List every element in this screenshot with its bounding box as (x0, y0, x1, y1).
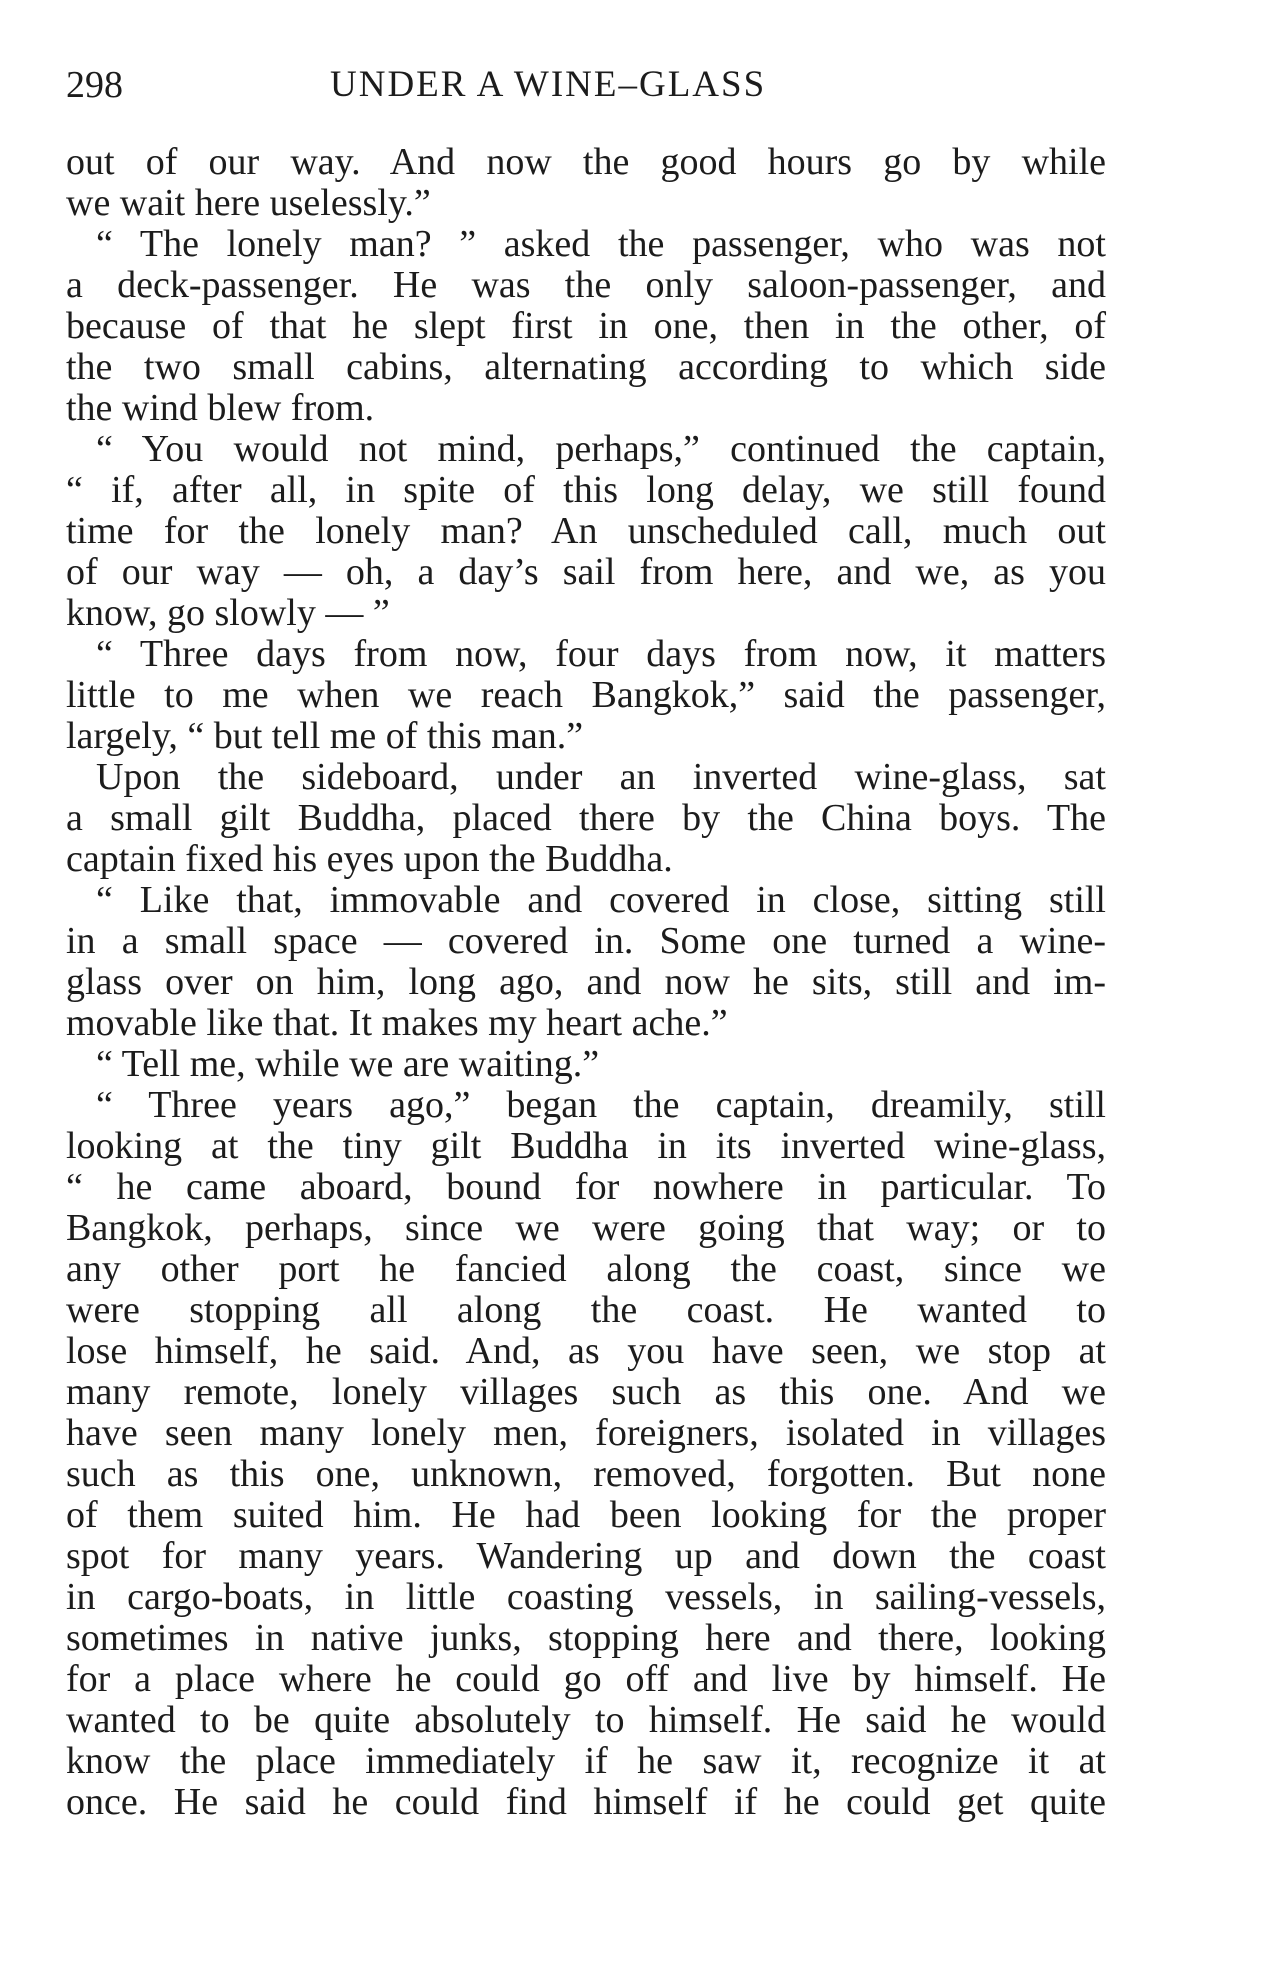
text-line: such as this one, unknown, removed, forgotten. But none (66, 1453, 1106, 1495)
text-line: a deck-passenger. He was the only saloon-passenger, and (66, 264, 1106, 306)
text-line: little to me when we reach Bangkok,” said the passenger, (66, 674, 1106, 716)
text-line: spot for many years. Wandering up and down the coast (66, 1535, 1106, 1577)
text-line: we wait here uselessly.” (66, 182, 431, 224)
text-line: largely, “ but tell me of this man.” (66, 715, 584, 757)
text-line: were stopping all along the coast. He wanted to (66, 1289, 1106, 1331)
text-line: of our way — oh, a day’s sail from here, and we, as you (66, 551, 1106, 593)
text-line: movable like that. It makes my heart ache.” (66, 1002, 728, 1044)
text-line: in cargo-boats, in little coasting vessels, in sailing-vessels, (66, 1576, 1106, 1618)
text-line: lose himself, he said. And, as you have seen, we stop at (66, 1330, 1106, 1372)
text-line: many remote, lonely villages such as this one. And we (66, 1371, 1106, 1413)
text-line: know, go slowly — ” (66, 592, 390, 634)
text-line: captain fixed his eyes upon the Buddha. (66, 838, 673, 880)
text-line: wanted to be quite absolutely to himself. He said he would (66, 1699, 1106, 1741)
text-line: “ The lonely man? ” asked the passenger, who was not (96, 223, 1106, 265)
text-line: Upon the sideboard, under an inverted wine-glass, sat (96, 756, 1106, 798)
text-line: any other port he fancied along the coast, since we (66, 1248, 1106, 1290)
text-line: for a place where he could go off and live by himself. He (66, 1658, 1106, 1700)
text-line: “ if, after all, in spite of this long delay, we still found (66, 469, 1106, 511)
text-line: glass over on him, long ago, and now he sits, still and im- (66, 961, 1106, 1003)
text-line: have seen many lonely men, foreigners, isolated in villages (66, 1412, 1106, 1454)
text-line: “ he came aboard, bound for nowhere in particular. To (66, 1166, 1106, 1208)
text-line: sometimes in native junks, stopping here and there, looking (66, 1617, 1106, 1659)
text-line: once. He said he could find himself if he could get quite (66, 1781, 1106, 1823)
text-line: “ Tell me, while we are waiting.” (96, 1043, 600, 1085)
body-text (66, 142, 1106, 1823)
page-header (66, 60, 1106, 110)
text-line: “ Three years ago,” began the captain, dreamily, still (96, 1084, 1106, 1126)
text-line: out of our way. And now the good hours go by while (66, 141, 1106, 183)
text-line: “ Three days from now, four days from now, it matters (96, 633, 1106, 675)
text-line: the wind blew from. (66, 387, 375, 429)
text-line: know the place immediately if he saw it, recognize it at (66, 1740, 1106, 1782)
text-line: “ You would not mind, perhaps,” continued the captain, (96, 428, 1106, 470)
text-line: because of that he slept first in one, then in the other, of (66, 305, 1106, 347)
page-number: 298 (66, 64, 123, 106)
text-line: of them suited him. He had been looking for the proper (66, 1494, 1106, 1536)
text-line: Bangkok, perhaps, since we were going that way; or to (66, 1207, 1106, 1249)
text-line: a small gilt Buddha, placed there by the China boys. The (66, 797, 1106, 839)
text-line: the two small cabins, alternating according to which side (66, 346, 1106, 388)
text-line: looking at the tiny gilt Buddha in its inverted wine-glass, (66, 1125, 1106, 1167)
text-line: “ Like that, immovable and covered in close, sitting still (96, 879, 1106, 921)
running-title: UNDER A WINE–GLASS (330, 64, 767, 105)
text-line: in a small space — covered in. Some one turned a wine- (66, 920, 1106, 962)
text-line: time for the lonely man? An unscheduled call, much out (66, 510, 1106, 552)
